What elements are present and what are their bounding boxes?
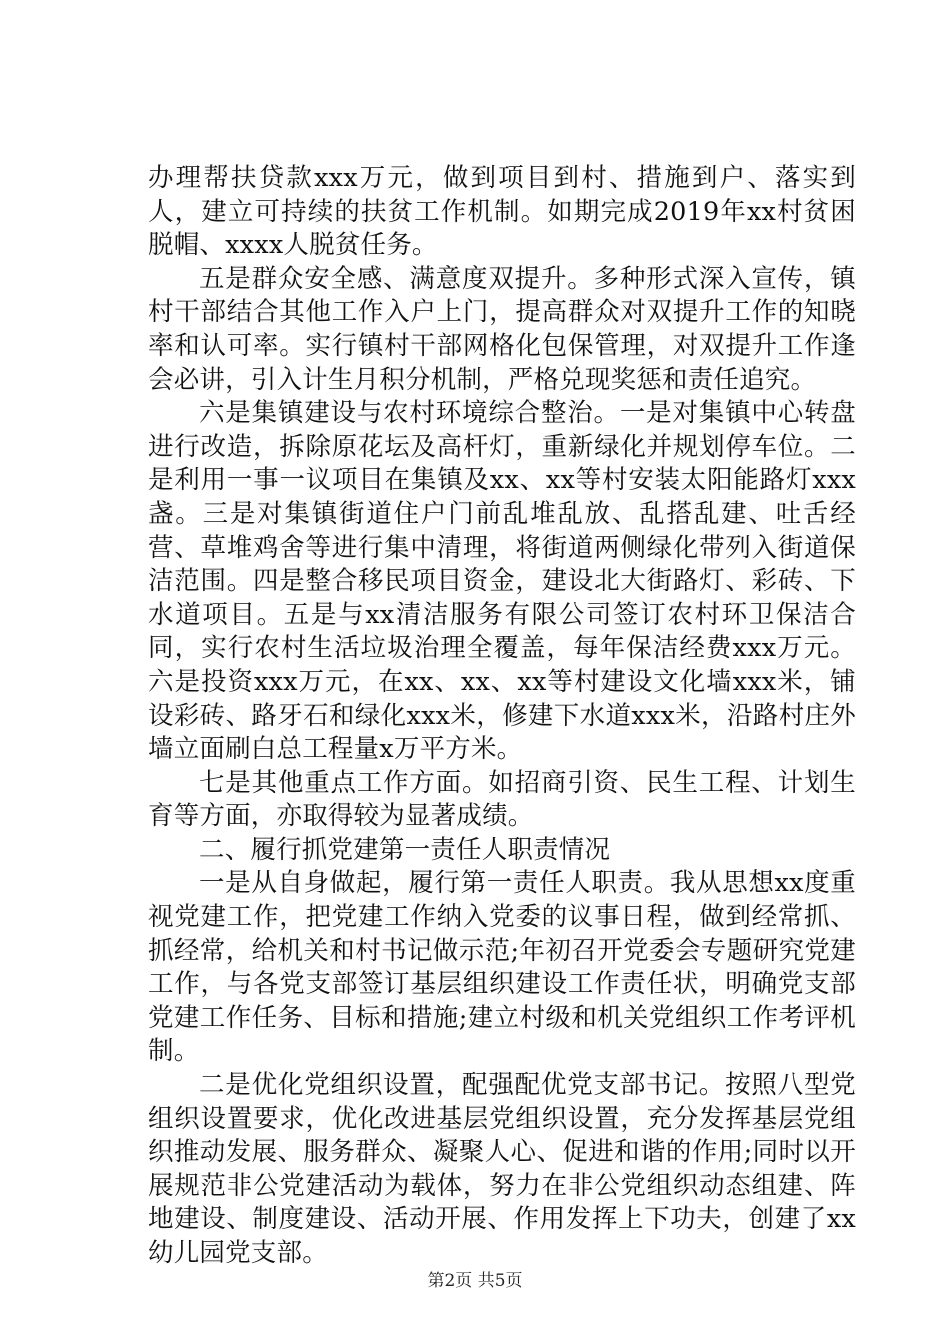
- paragraph-item-6: 六是集镇建设与农村环境综合整治。一是对集镇中心转盘进行改造，拆除原花坛及高杆灯，重新绿化并规划停车位。二是利用一事一议项目在集镇及xx、xx等村安装太阳能路灯xxx盏。三是对集镇街道住户门前乱堆乱放、乱搭乱建、吐舌经营、草堆鸡舍等进行集中清理，将街道两侧绿化带列入街道保洁范围。四是整合移民项目资金，建设北大街路灯、彩砖、下水道项目。五是与xx清洁服务有限公司签订农村环卫保洁合同，实行农村生活垃圾治理全覆盖，每年保洁经费xxx万元。六是投资xxx万元，在xx、xx、xx等村建设文化墙xxx米，铺设彩砖、路牙石和绿化xxx米，修建下水道xxx米，沿路村庄外墙立面刷白总工程量x万平方米。: [148, 398, 856, 765]
- paragraph-item-7: 七是其他重点工作方面。如招商引资、民生工程、计划生育等方面，亦取得较为显著成绩。: [148, 767, 856, 832]
- page-footer: 第2页 共5页: [427, 1271, 523, 1291]
- paragraph-continuation: 办理帮扶贷款xxx万元，做到项目到村、措施到户、落实到人，建立可持续的扶贫工作机制。如期完成2019年xx村贫困脱帽、xxxx人脱贫任务。: [148, 163, 856, 261]
- paragraph-item-5: 五是群众安全感、满意度双提升。多种形式深入宣传，镇村干部结合其他工作入户上门，提高群众对双提升工作的知晓率和认可率。实行镇村干部网格化包保管理，对双提升工作逢会必讲，引入计生月积分机制，严格兑现奖惩和责任追究。: [148, 263, 856, 395]
- document-body: [148, 162, 856, 1271]
- paragraph-party-1: 一是从自身做起，履行第一责任人职责。我从思想xx度重视党建工作，把党建工作纳入党委的议事日程，做到经常抓、抓经常，给机关和村书记做示范;年初召开党委会专题研究党建工作，与各党支部签订基层组织建设工作责任状，明确党支部党建工作任务、目标和措施;建立村级和机关党组织工作考评机制。: [148, 868, 856, 1067]
- section-heading-2: 二、履行抓党建第一责任人职责情况: [199, 834, 611, 865]
- paragraph-party-2: 二是优化党组织设置，配强配优党支部书记。按照八型党组织设置要求，优化改进基层党组织设置，充分发挥基层党组织推动发展、服务群众、凝聚人心、促进和谐的作用;同时以开展规范非公党建活动为载体，努力在非公党组织动态组建、阵地建设、制度建设、活动开展、作用发挥上下功夫，创建了xx幼儿园党支部。: [148, 1070, 856, 1268]
